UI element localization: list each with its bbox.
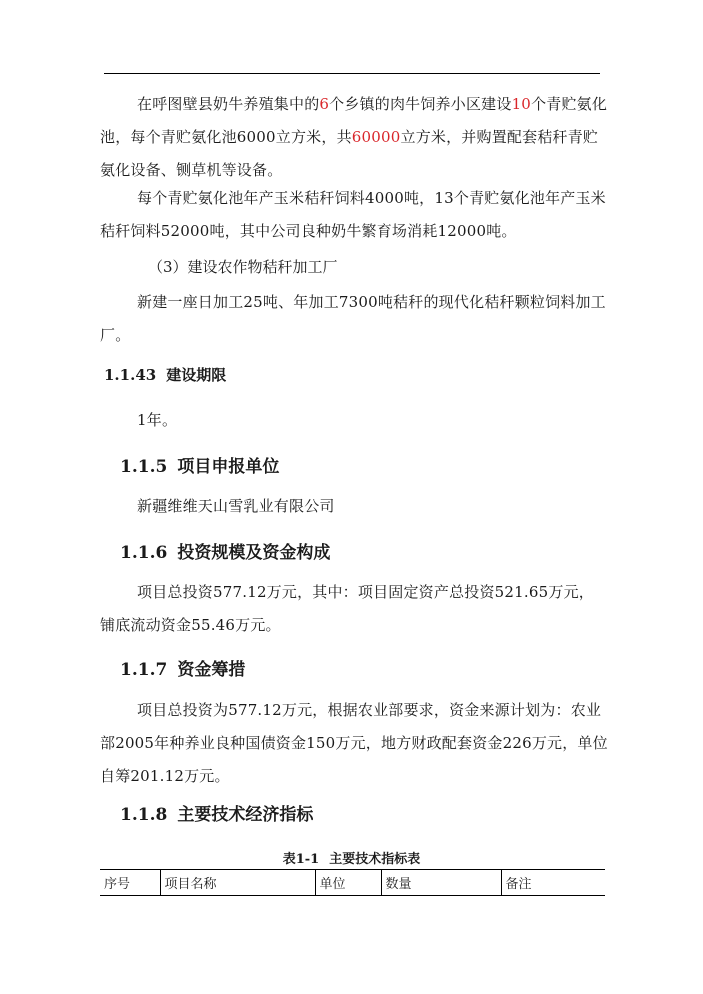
table-caption-title: 主要技术指标表: [329, 852, 421, 867]
heading-number: 1.1.8: [120, 805, 168, 825]
table-caption: [0, 848, 703, 867]
tech-indicator-table: [100, 869, 605, 896]
heading-applicant: [120, 452, 279, 477]
heading-title: 资金筹措: [177, 660, 246, 680]
paragraph-silo-construction: [100, 88, 608, 187]
paragraph-fund-raising: 项目总投资为577.12万元，根据农业部要求，资金来源计划为：农业部2005年种养业良种国债资金150万元，地方财政配套资金226万元，单位自筹201.12万元。: [100, 701, 608, 785]
paragraph-silo-output: 每个青贮氨化池年产玉米秸秆饲料4000吨，13个青贮氨化池年产玉米秸秆饲料52000吨，其中公司良种奶牛繁育场消耗12000吨。: [100, 189, 606, 240]
p1-text-a: 在呼图壁县奶牛养殖集中的: [137, 95, 320, 113]
p1-text-b: 个乡镇的肉牛饲养小区建设: [329, 95, 512, 113]
heading-number: 1.1.5: [120, 457, 168, 477]
col-header-item-name: 项目名称: [160, 870, 315, 896]
heading-construction-period: [104, 364, 226, 385]
col-header-remarks: 备注: [501, 870, 605, 896]
heading-title: 建设期限: [166, 366, 227, 384]
p1-highlight-silo-count: 10: [511, 95, 532, 113]
heading-title: 主要技术经济指标: [177, 805, 314, 825]
p1-text-c: 个青贮氨化池，每个青贮氨化池6000立方米，共: [100, 95, 608, 146]
heading-number: 1.1.43: [104, 366, 157, 384]
table-header-row: [100, 870, 605, 896]
paragraph-construction-period: 1年。: [137, 411, 178, 429]
paragraph-straw-plant: 新建一座日加工25吨、年加工7300吨秸秆的现代化秸秆颗粒饲料加工厂。: [100, 293, 606, 344]
paragraph-applicant: 新疆维维天山雪乳业有限公司: [137, 497, 335, 515]
heading-number: 1.1.7: [120, 660, 168, 680]
heading-tech-indicators: [120, 800, 313, 825]
col-header-index: 序号: [100, 870, 160, 896]
heading-fund-raising: [120, 655, 245, 680]
header-rule: [104, 73, 600, 74]
table-caption-number: 表1-1: [282, 852, 320, 867]
paragraph-investment-scale: 项目总投资577.12万元，其中：项目固定资产总投资521.65万元，铺底流动资金55.46万元。: [100, 583, 594, 634]
p1-text-d: 立方米，并购置配套秸秆青贮氨化设备、铡草机等设备。: [100, 128, 599, 179]
heading-title: 投资规模及资金构成: [177, 543, 331, 563]
heading-title: 项目申报单位: [177, 457, 280, 477]
heading-investment-scale: [120, 538, 330, 563]
p1-highlight-total-volume: 60000: [351, 128, 401, 146]
p1-highlight-townships: 6: [319, 95, 330, 113]
subitem-straw-plant: （3）建设农作物秸秆加工厂: [148, 258, 338, 276]
col-header-unit: 单位: [315, 870, 381, 896]
col-header-quantity: 数量: [381, 870, 501, 896]
heading-number: 1.1.6: [120, 543, 168, 563]
